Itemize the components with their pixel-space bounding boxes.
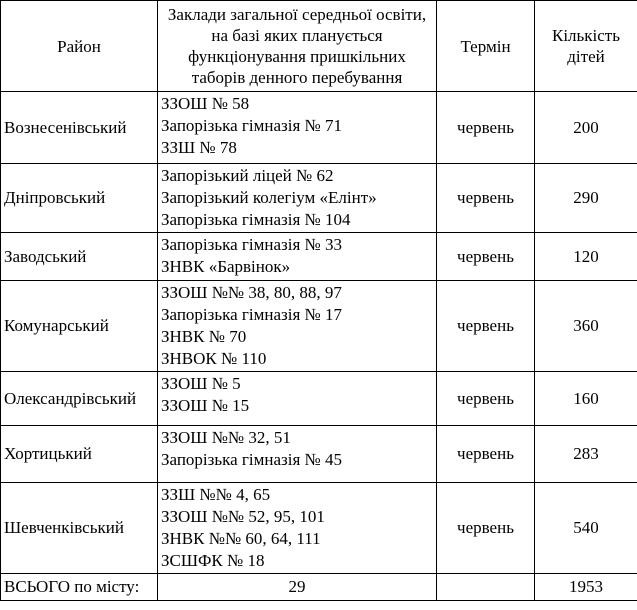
table-row [1, 281, 637, 372]
count-cell: 540 [535, 483, 637, 574]
term-cell: червень [437, 281, 535, 372]
school-name: ЗЗОШ № 5 [161, 374, 241, 393]
school-name: ЗЗОШ № 15 [161, 396, 250, 415]
school-name: ЗНВК № 70 [161, 327, 247, 346]
term-cell: червень [437, 92, 535, 164]
district-cell: Шевченківський [1, 483, 158, 574]
table-row [1, 483, 637, 574]
total-label: ВСЬОГО по місту: [1, 574, 158, 601]
table-row [1, 164, 637, 233]
total-term-empty [437, 574, 535, 601]
school-name: Запорізький ліцей № 62 [161, 166, 334, 185]
district-cell: Хортицький [1, 426, 158, 483]
term-cell: червень [437, 164, 535, 233]
term-cell: червень [437, 372, 535, 426]
school-name: Запорізька гімназія № 104 [161, 210, 351, 229]
term-cell: червень [437, 233, 535, 281]
school-name: ЗНВК №№ 60, 64, 111 [161, 529, 321, 548]
school-name: Запорізька гімназія № 45 [161, 450, 342, 469]
header-count: Кількість дітей [535, 1, 637, 92]
count-cell: 200 [535, 92, 637, 164]
header-row [1, 1, 637, 92]
school-name: Запорізький колегіум «Елінт» [161, 188, 377, 207]
schools-cell [158, 372, 437, 426]
schools-cell [158, 426, 437, 483]
count-cell: 360 [535, 281, 637, 372]
school-name: ЗЗОШ №№ 32, 51 [161, 428, 291, 447]
school-name: ЗЗОШ №№ 38, 80, 88, 97 [161, 283, 342, 302]
school-name: ЗЗШ № 78 [161, 138, 237, 157]
school-name: ЗЗОШ № 58 [161, 94, 250, 113]
term-cell: червень [437, 426, 535, 483]
schools-cell [158, 92, 437, 164]
school-name: ЗЗОШ №№ 52, 95, 101 [161, 507, 325, 526]
header-schools: Заклади загальної середньої освіти, на базі яких планується функціонування пришкільних таборів денного перебування [158, 1, 437, 92]
school-name: ЗСШФК № 18 [161, 551, 265, 570]
schools-cell [158, 164, 437, 233]
school-name: ЗЗШ №№ 4, 65 [161, 485, 271, 504]
total-count: 1953 [535, 574, 637, 601]
school-name: Запорізька гімназія № 17 [161, 305, 342, 324]
district-cell: Вознесенівський [1, 92, 158, 164]
table-row [1, 233, 637, 281]
school-name: ЗНВК «Барвінок» [161, 257, 291, 276]
table-row [1, 372, 637, 426]
header-term: Термін [437, 1, 535, 92]
count-cell: 283 [535, 426, 637, 483]
school-name: Запорізька гімназія № 71 [161, 116, 342, 135]
term-cell: червень [437, 483, 535, 574]
schools-cell [158, 281, 437, 372]
school-name: Запорізька гімназія № 33 [161, 235, 342, 254]
schools-cell [158, 483, 437, 574]
count-cell: 290 [535, 164, 637, 233]
district-cell: Комунарський [1, 281, 158, 372]
header-district: Район [1, 1, 158, 92]
table-row [1, 426, 637, 483]
school-name: ЗНВОК № 110 [161, 349, 267, 368]
schools-cell [158, 233, 437, 281]
total-row [1, 574, 637, 601]
total-schools: 29 [158, 574, 437, 601]
district-cell: Олександрівський [1, 372, 158, 426]
district-cell: Заводський [1, 233, 158, 281]
count-cell: 160 [535, 372, 637, 426]
district-cell: Дніпровський [1, 164, 158, 233]
table-row [1, 92, 637, 164]
count-cell: 120 [535, 233, 637, 281]
